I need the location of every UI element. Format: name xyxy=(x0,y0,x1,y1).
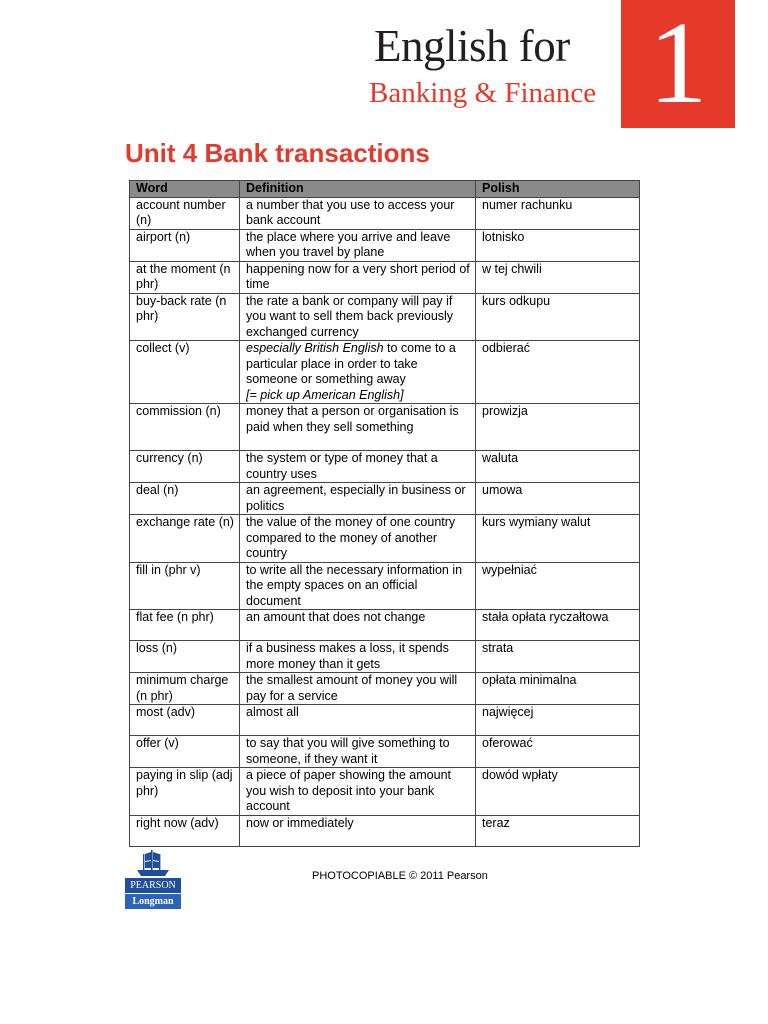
table-row xyxy=(130,705,640,736)
definition-cell: to say that you will give something to someone, if they want it xyxy=(240,736,476,768)
definition-cell: if a business makes a loss, it spends more money than it gets xyxy=(240,641,476,673)
table-row xyxy=(130,610,640,641)
word-cell: loss (n) xyxy=(130,641,240,673)
polish-cell: opłata minimalna xyxy=(476,673,640,705)
word-cell: buy-back rate (n phr) xyxy=(130,293,240,341)
word-cell: airport (n) xyxy=(130,229,240,261)
word-cell: right now (adv) xyxy=(130,815,240,846)
polish-cell: najwięcej xyxy=(476,705,640,736)
word-cell: minimum charge (n phr) xyxy=(130,673,240,705)
column-header-word: Word xyxy=(130,181,240,198)
word-cell: collect (v) xyxy=(130,341,240,404)
pearson-longman-logo xyxy=(125,848,181,910)
column-header-polish: Polish xyxy=(476,181,640,198)
word-cell: offer (v) xyxy=(130,736,240,768)
definition-cell: a number that you use to access your bank account xyxy=(240,197,476,229)
word-cell: flat fee (n phr) xyxy=(130,610,240,641)
definition-cell: an amount that does not change xyxy=(240,610,476,641)
word-cell: commission (n) xyxy=(130,404,240,451)
polish-cell: kurs wymiany walut xyxy=(476,515,640,563)
polish-cell: waluta xyxy=(476,451,640,483)
table-row xyxy=(130,229,640,261)
definition-cell: the system or type of money that a country uses xyxy=(240,451,476,483)
polish-cell: prowizja xyxy=(476,404,640,451)
definition-cell: to write all the necessary information in the empty spaces on an official document xyxy=(240,562,476,610)
polish-cell: umowa xyxy=(476,483,640,515)
definition-usage-label: especially British English xyxy=(246,341,384,355)
column-header-definition: Definition xyxy=(240,181,476,198)
definition-alt-note: [= pick up American English] xyxy=(246,387,404,402)
polish-cell: teraz xyxy=(476,815,640,846)
table-header-row xyxy=(130,181,640,198)
polish-cell: wypełniać xyxy=(476,562,640,610)
logo-top-text: PEARSON xyxy=(125,878,181,893)
polish-cell: oferować xyxy=(476,736,640,768)
table-row xyxy=(130,768,640,816)
table-row xyxy=(130,341,640,404)
table-row xyxy=(130,197,640,229)
polish-cell: numer rachunku xyxy=(476,197,640,229)
definition-cell: a piece of paper showing the amount you wish to deposit into your bank account xyxy=(240,768,476,816)
copyright-notice: PHOTOCOPIABLE © 2011 Pearson xyxy=(312,870,488,882)
table-row xyxy=(130,815,640,846)
level-number: 1 xyxy=(648,0,708,128)
polish-cell: dowód wpłaty xyxy=(476,768,640,816)
word-cell: most (adv) xyxy=(130,705,240,736)
definition-cell: now or immediately xyxy=(240,815,476,846)
ship-icon xyxy=(125,848,181,878)
word-cell: fill in (phr v) xyxy=(130,562,240,610)
table-row xyxy=(130,515,640,563)
polish-cell: stała opłata ryczałtowa xyxy=(476,610,640,641)
word-cell: currency (n) xyxy=(130,451,240,483)
table-row xyxy=(130,736,640,768)
table-row xyxy=(130,404,640,451)
definition-cell: the rate a bank or company will pay if you want to sell them back previously exchanged currency xyxy=(240,293,476,341)
book-series-subtitle: Banking & Finance xyxy=(369,77,597,109)
table-row xyxy=(130,483,640,515)
word-cell: at the moment (n phr) xyxy=(130,261,240,293)
vocabulary-table xyxy=(129,180,640,847)
word-cell: account number (n) xyxy=(130,197,240,229)
table-row xyxy=(130,641,640,673)
definition-cell: money that a person or organisation is paid when they sell something xyxy=(240,404,476,451)
unit-title: Unit 4 Bank transactions xyxy=(125,138,430,168)
table-row xyxy=(130,261,640,293)
table-row xyxy=(130,451,640,483)
word-cell: deal (n) xyxy=(130,483,240,515)
definition-cell: the place where you arrive and leave when you travel by plane xyxy=(240,229,476,261)
level-badge xyxy=(621,0,735,128)
logo-bottom-text: Longman xyxy=(125,894,181,909)
polish-cell: lotnisko xyxy=(476,229,640,261)
definition-cell: an agreement, especially in business or politics xyxy=(240,483,476,515)
polish-cell: w tej chwili xyxy=(476,261,640,293)
polish-cell: kurs odkupu xyxy=(476,293,640,341)
book-series-title: English for xyxy=(374,21,570,71)
definition-cell: the smallest amount of money you will pay for a service xyxy=(240,673,476,705)
definition-text: to come to a particular place in order to take someone or something away xyxy=(246,341,456,386)
definition-cell xyxy=(240,341,476,404)
table-row xyxy=(130,562,640,610)
word-cell: paying in slip (adj phr) xyxy=(130,768,240,816)
definition-cell: almost all xyxy=(240,705,476,736)
table-row xyxy=(130,673,640,705)
word-cell: exchange rate (n) xyxy=(130,515,240,563)
polish-cell: odbierać xyxy=(476,341,640,404)
table-row xyxy=(130,293,640,341)
definition-cell: happening now for a very short period of time xyxy=(240,261,476,293)
polish-cell: strata xyxy=(476,641,640,673)
definition-cell: the value of the money of one country compared to the money of another country xyxy=(240,515,476,563)
